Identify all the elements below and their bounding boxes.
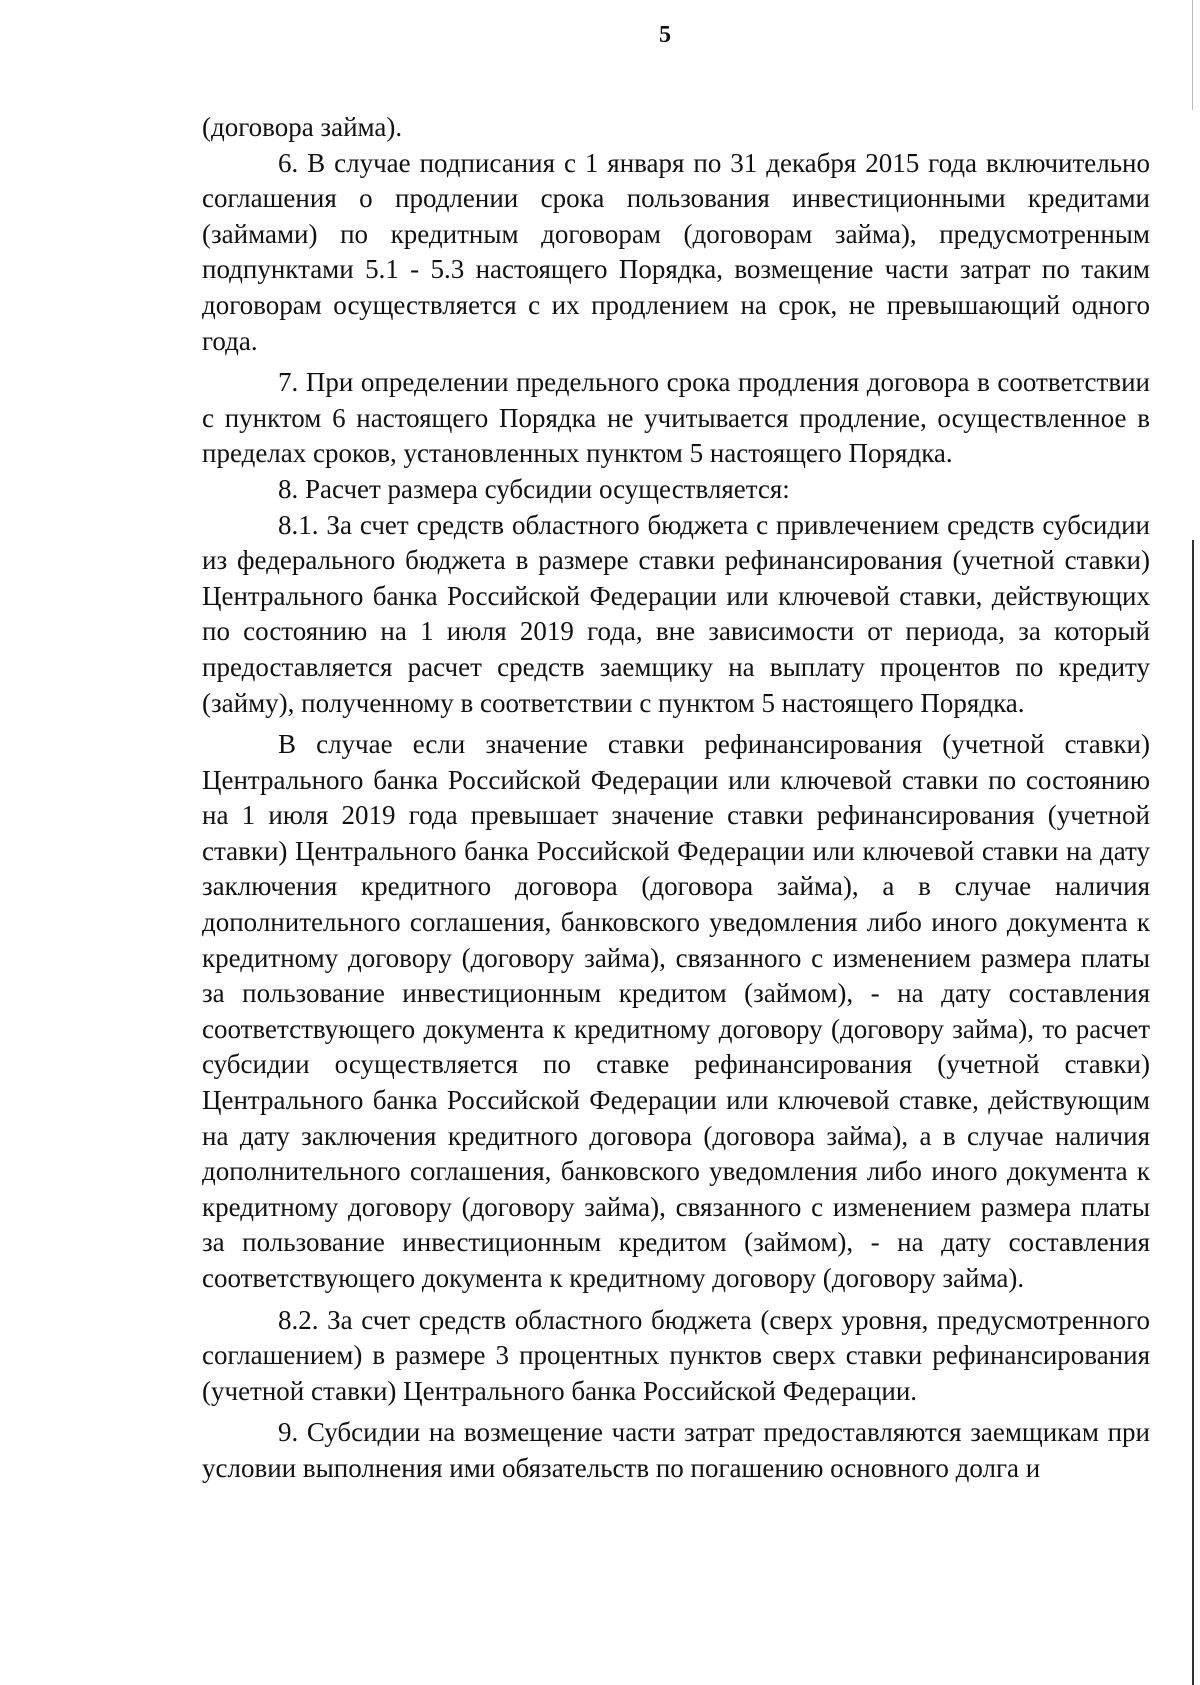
paragraph-continuation: (договора займа). — [202, 112, 403, 142]
paragraph-item-8: 8. Расчет размера субсидии осуществляется: — [278, 473, 790, 504]
document-body — [202, 110, 1150, 1487]
page-number: 5 — [659, 22, 671, 48]
paragraph-item-9: 9. Субсидии на возмещение части затрат предоставляются заемщикам при условии выполнения ими обязательств по погашению основного долга и — [202, 1417, 1150, 1483]
paragraph-item-7: 7. При определении предельного срока продления договора в соответствии с пунктом 6 настоящего Порядка не учитывается продление, осуществленное в пределах сроков, установленных пунктом 5 настоящего Порядка. — [202, 367, 1150, 469]
paragraph-item-8-1-exception: В случае если значение ставки рефинансирования (учетной ставки) Центрального банка Российской Федерации или ключевой ставки по состоянию на 1 июля 2019 года превышает значение ставки рефинансирования (учетной ставки) Центрального банка Российской Федерации или ключевой ставки на дату заключения кредитного договора (договора займа), а в случае наличия дополнительного соглашения, банковского уведомления либо иного документа к кредитному договору (договору займа), связанного с изменением размера платы за пользование инвестиционным кредитом (займом), - на дату составления соответствующего документа к кредитному договору (договору займа), то расчет субсидии осуществляется по ставке рефинансирования (учетной ставки) Центрального банка Российской Федерации или ключевой ставке, действующим на дату заключения кредитного договора (договора займа), а в случае наличия дополнительного соглашения, банковского уведомления либо иного документа к кредитному договору (договору займа), связанного с изменением размера платы за пользование инвестиционным кредитом (займом), - на дату составления соответствующего документа к кредитному договору (договору займа). — [202, 729, 1150, 1293]
paragraph-item-8-1: 8.1. За счет средств областного бюджета с привлечением средств субсидии из федерального бюджета в размере ставки рефинансирования (учетной ставки) Центрального банка Российской Федерации или ключевой ставки, действующих по состоянию на 1 июля 2019 года, вне зависимости от периода, за который предоставляется расчет средств заемщику на выплату процентов по кредиту (займу), полученному в соответствии с пунктом 5 настоящего Порядка. — [202, 509, 1150, 718]
paragraph-item-8-2: 8.2. За счет средств областного бюджета (сверх уровня, предусмотренного соглашением) в размере 3 процентных пунктов сверх ставки рефинансирования (учетной ставки) Центрального банка Российской Федерации. — [202, 1304, 1150, 1406]
paragraph-item-6: 6. В случае подписания с 1 января по 31 декабря 2015 года включительно соглашения о продлении срока пользования инвестиционными кредитами (займами) по кредитным договорам (договорам займа), предусмотренным подпунктами 5.1 - 5.3 настоящего Порядка, возмещение части затрат по таким договорам осуществляется с их продлением на срок, не превышающий одного года. — [202, 147, 1150, 356]
scan-edge-line-top — [1192, 0, 1193, 110]
scan-edge-line — [1192, 540, 1194, 1685]
